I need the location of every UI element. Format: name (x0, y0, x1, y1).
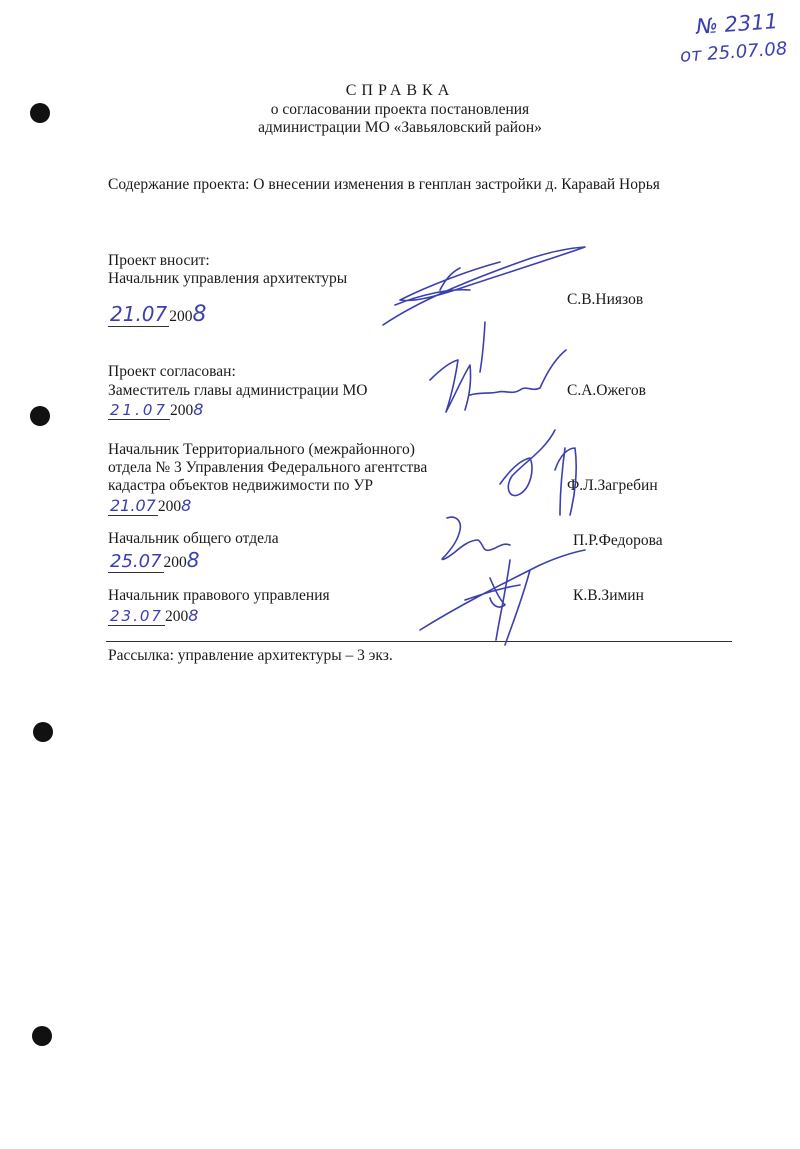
signer-name-1: С.В.Ниязов (567, 291, 644, 308)
block-heading-agreed: Проект согласован: (108, 363, 236, 380)
date-5-year: 8 (188, 606, 199, 625)
date-3-handwritten: 21.07 (110, 496, 156, 515)
signature-ozhegov (430, 322, 566, 412)
date-3-year: 8 (181, 496, 192, 515)
date-2-handwritten: 21.07 (110, 401, 168, 419)
date-4-handwritten: 25.07 (110, 551, 162, 572)
document-subtitle-1: о согласовании проекта постановления (270, 101, 530, 118)
position-deputy-head: Заместитель главы администрации МО (108, 382, 368, 399)
document-subtitle-2: администрации МО «Завьяловский район» (258, 119, 542, 136)
signature-zimin (420, 550, 585, 645)
position-architecture-head: Начальник управления архитектуры (108, 270, 348, 287)
project-content: Содержание проекта: О внесении изменения в генплан застройки д. Каравай Норья (108, 176, 660, 193)
document-title: СПРАВКА (345, 82, 455, 99)
date-3-printed: 200 (157, 498, 182, 515)
distribution-note: Рассылка: управление архитектуры – 3 экз. (108, 647, 393, 664)
date-4-year: 8 (186, 548, 200, 572)
signer-name-5: К.В.Зимин (573, 587, 644, 604)
date-2-year: 8 (193, 400, 204, 419)
position-general-dept-head: Начальник общего отдела (108, 530, 279, 547)
date-1-printed: 200 (169, 308, 193, 325)
position-legal-dept-head: Начальник правового управления (108, 587, 330, 604)
signer-name-3: Ф.Л.Загребин (567, 477, 658, 494)
signature-zagrebin (500, 430, 576, 515)
position-cadastre-head-line-2: отдела № 3 Управления Федерального агентства (108, 459, 428, 476)
block-heading-submitted: Проект вносит: (108, 252, 210, 269)
date-1-year: 8 (192, 302, 207, 327)
date-1-handwritten: 21.07 (110, 302, 168, 326)
registration-number: № 2311 (695, 9, 779, 39)
signature-fedorova (442, 517, 510, 559)
position-cadastre-head-line-3: кадастра объектов недвижимости по УР (108, 477, 374, 494)
date-4-printed: 200 (163, 554, 187, 571)
date-5-handwritten: 23.07 (110, 607, 163, 625)
signer-name-4: П.Р.Федорова (573, 532, 663, 549)
date-5-printed: 200 (164, 608, 189, 625)
date-2-printed: 200 (169, 402, 194, 419)
signer-name-2: С.А.Ожегов (567, 382, 646, 399)
position-cadastre-head-line-1: Начальник Территориального (межрайонного) (108, 441, 415, 458)
signature-niyazov (383, 247, 585, 325)
registration-date: от 25.07.08 (679, 38, 788, 67)
